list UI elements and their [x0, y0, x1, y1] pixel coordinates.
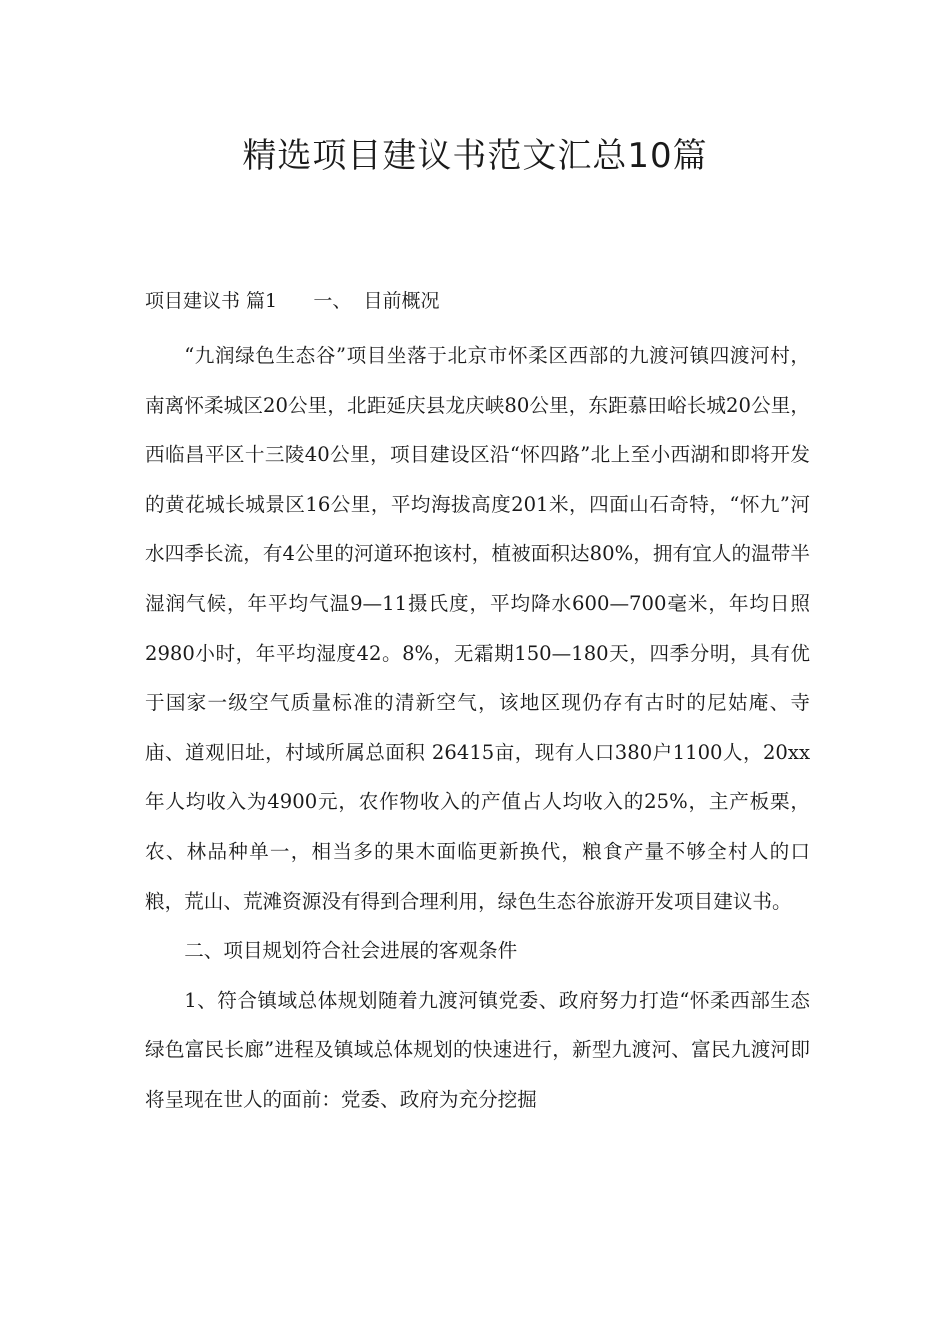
paragraph-overview: “九润绿色生态谷”项目坐落于北京市怀柔区西部的九渡河镇四渡河村，南离怀柔城区20公里，北距延庆县龙庆峡80公里，东距慕田峪长城20公里，西临昌平区十三陵40公里，项目建设区沿“怀四路”北上至小西湖和即将开发的黄花城长城景区16公里，平均海拔高度201米，四面山石奇特，“怀九”河水四季长流，有4公里的河道环抱该村，植被面积达80%，拥有宜人的温带半湿润气候，年平均气温9—11摄氏度，平均降水600—700毫米，年均日照2980小时，年平均湿度42。8%，无霜期150—180天，四季分明，具有优于国家一级空气质量标准的清新空气，该地区现仍存有古时的尼姑庵、寺庙、道观旧址，村域所属总面积 26415亩，现有人口380户1100人，20xx年人均收入为4900元，农作物收入的产值占人均收入的25%，主产板栗，农、林品种单一，相当多的果木面临更新换代，粮食产量不够全村人的口粮，荒山、荒滩资源没有得到合理利用，绿色生态谷旅游开发项目建议书。	[145, 344, 810, 913]
section-heading: 项目建议书 篇1 一、 目前概况	[145, 290, 440, 312]
document-body	[145, 331, 810, 1125]
paragraph-section-two-heading: 二、项目规划符合社会进展的客观条件	[184, 939, 518, 963]
document-title: 精选项目建议书范文汇总10篇	[242, 136, 708, 176]
paragraph-item-one: 1、符合镇域总体规划随着九渡河镇党委、政府努力打造“怀柔西部生态绿色富民长廊”进程及镇域总体规划的快速进行，新型九渡河、富民九渡河即将呈现在世人的面前：党委、政府为充分挖掘	[145, 988, 810, 1111]
